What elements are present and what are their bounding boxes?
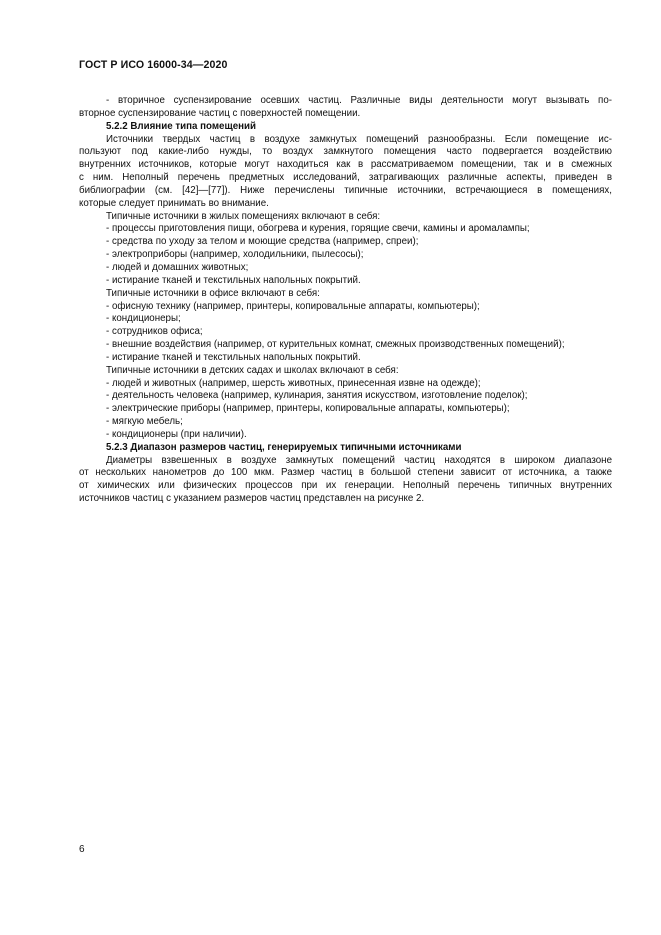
list-item: - процессы приготовления пищи, обогрева и курения, горящие свечи, камины и аромалампы; <box>106 223 530 235</box>
list-intro: Типичные источники в офисе включают в себя: <box>106 287 320 299</box>
list-item: - внешние воздействия (например, от курительных комнат, смежных производственных помещений); <box>106 339 565 351</box>
list-intro: Типичные источники в жилых помещениях включают в себя: <box>106 210 381 222</box>
text-line: от химических или физических процессов при их генерации. Неполный перечень типичных внутренних <box>79 480 612 492</box>
list-item: - кондиционеры (при наличии). <box>106 428 247 440</box>
list-item: - мягкую мебель; <box>106 416 183 428</box>
text-line: с ним. Неполный перечень предметных исследований, затрагивающих различные аспекты, приведен в <box>79 172 612 184</box>
list-intro: Типичные источники в детских садах и школах включают в себя: <box>106 364 399 376</box>
text-line: которые следует принимать во внимание. <box>79 197 269 209</box>
text-line: Источники твердых частиц в воздухе замкнутых помещений разнообразны. Если помещение ис- <box>106 133 612 145</box>
list-item: - людей и домашних животных; <box>106 261 249 273</box>
list-item: - электроприборы (например, холодильники, пылесосы); <box>106 249 364 261</box>
text-line: - вторичное суспензирование осевших частиц. Различные виды деятельности могут вызывать по- <box>106 95 612 106</box>
text-line: от нескольких нанометров до 100 мкм. Размер частиц в большой степени зависит от источника, а также <box>79 467 612 479</box>
list-item: - средства по уходу за телом и моющие средства (например, спреи); <box>106 236 419 248</box>
text-line: Диаметры взвешенных в воздухе замкнутых помещений частиц находятся в широком диапазоне <box>106 454 612 466</box>
text-line: источников частиц с указанием размеров частиц представлен на рисунке 2. <box>79 493 425 505</box>
section-heading-5-2-2: 5.2.2 Влияние типа помещений <box>106 120 256 132</box>
list-item: - истирание тканей и текстильных напольных покрытий. <box>106 351 361 363</box>
page-number: 6 <box>79 844 85 855</box>
list-item: - людей и животных (например, шерсть животных, принесенная извне на одежде); <box>106 377 481 389</box>
document-body <box>79 95 612 506</box>
document-header: ГОСТ Р ИСО 16000-34—2020 <box>79 59 228 71</box>
list-item: - офисную технику (например, принтеры, копировальные аппараты, компьютеры); <box>106 300 480 312</box>
list-item: - электрические приборы (например, принтеры, копировальные аппараты, компьютеры); <box>106 403 510 415</box>
list-item: - деятельность человека (например, кулинария, занятия искусством, изготовление поделок); <box>106 390 528 402</box>
list-item: - кондиционеры; <box>106 313 181 325</box>
text-line: пользуют под какие-либо нужды, то воздух замкнутого помещения часто подвергается воздействию <box>79 146 612 158</box>
text-line: вторное суспензирование частиц с поверхностей помещении. <box>79 107 361 119</box>
section-heading-5-2-3: 5.2.3 Диапазон размеров частиц, генерируемых типичными источниками <box>106 441 462 453</box>
list-item: - сотрудников офиса; <box>106 326 203 338</box>
text-line: библиографии (см. [42]—[77]). Ниже перечислены типичные источники, встречающиеся в помещениях, <box>79 184 612 196</box>
text-line: внутренних источников, которые могут находиться как в рассматриваемом помещении, так и в смежных <box>79 159 612 171</box>
list-item: - истирание тканей и текстильных напольных покрытий. <box>106 274 361 286</box>
